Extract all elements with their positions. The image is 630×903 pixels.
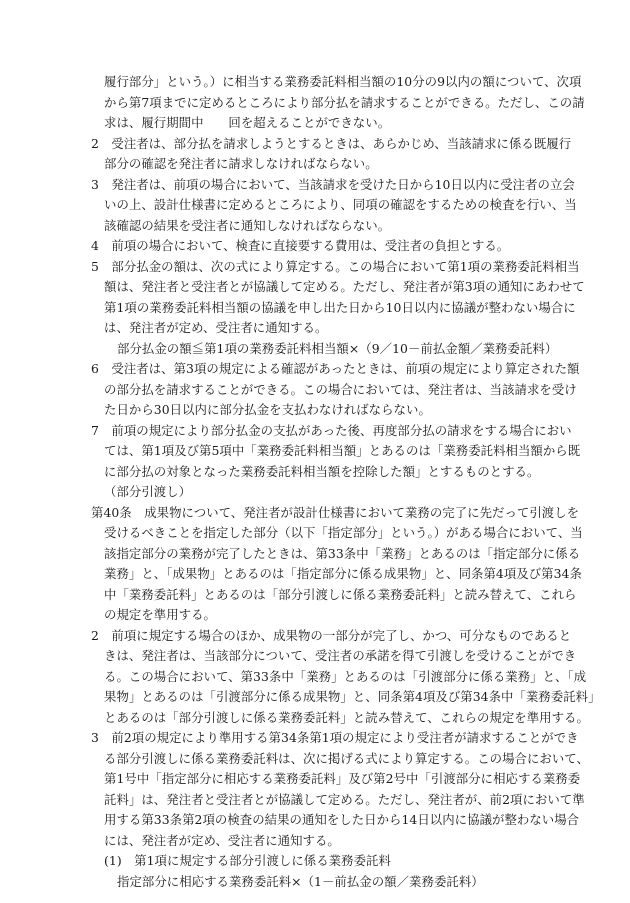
text-line: いの上、設計仕様書に定めるところにより、同項の確認をするための検査を行い、当 (104, 197, 577, 212)
text-line: 受けるべきことを指定した部分（以下「指定部分」という。）がある場合において、当 (104, 525, 583, 540)
text-line: 用する第33条第2項の検査の結果の通知をした日から14日以内に協議が整わない場合 (104, 812, 580, 827)
article-40-line: 第40条 成果物について、発注者が設計仕様書において業務の完了に先だって引渡しを (91, 505, 580, 520)
text-line: 部分の確認を発注者に請求しなければならない。 (104, 156, 378, 171)
text-line: に部分払の対象となった業務委託料相当額を控除した額」とするものとする。 (104, 464, 540, 479)
paragraph-2-line: 2 受注者は、部分払を請求しようとするときは、あらかじめ、当該請求に係る既履行 (91, 136, 572, 151)
paragraph-5-line: 5 部分払金の額は、次の式により算定する。この場合において第1項の業務委託料相当 (91, 259, 580, 274)
paragraph-7-line: 7 前項の規定により部分払金の支払があった後、再度部分払の請求をする場合におい (91, 423, 572, 438)
text-line: る。この場合において、第33条中「業務」とあるのは「引渡部分に係る業務」と、「成 (104, 669, 587, 684)
paragraph-6-line: 6 受注者は、第3項の規定による確認があったときは、前項の規定により算定された額 (91, 361, 580, 376)
text-line: た日から30日以内に部分払金を支払わなければならない。 (104, 402, 431, 417)
text-line: 果物」とあるのは「引渡部分に係る成果物」と、同条第4項及び第34条中「業務委託料」 (104, 689, 601, 704)
text-line: とあるのは「部分引渡しに係る業務委託料」と読み替えて、これらの規定を準用する。 (104, 710, 589, 725)
text-line: から第7項までに定めるところにより部分払を請求することができる。ただし、この請 (104, 95, 585, 110)
text-line: 第1項の業務委託料相当額の協議を申し出た日から10日以内に協議が整わない場合に (104, 300, 576, 315)
text-line: の部分払を請求することができる。この場合においては、発注者は、当該請求を受け (104, 382, 577, 397)
formula-line: 指定部分に相応する業務委託料×（1－前払金の額／業務委託料） (117, 874, 484, 889)
text-line: ては、第1項及び第5項中「業務委託料相当額」とあるのは「業務委託料相当額から既 (104, 443, 581, 458)
formula-line: 部分払金の額≦第1項の業務委託料相当額×（9／10－前払金額／業務委託料） (117, 341, 558, 356)
text-line: 該指定部分の業務が完了したときは、第33条中「業務」とあるのは「指定部分に係る (104, 546, 581, 561)
paragraph-4-line: 4 前項の場合において、検査に直接要する費用は、受注者の負担とする。 (91, 238, 510, 253)
item-1-heading: (1) 第1項に規定する部分引渡しに係る業務委託料 (104, 853, 391, 868)
paragraph-3-line: 3 前2項の規定により準用する第34条第1項の規定により受注者が請求することができ (91, 730, 579, 745)
text-line: る部分引渡しに係る業務委託料は、次に掲げる式により算定する。この場合において、 (104, 751, 589, 766)
text-line: 求は、履行期間中 回を超えることができない。 (104, 115, 391, 130)
paragraph-3-line: 3 発注者は、前項の場合において、当該請求を受けた日から10日以内に受注者の立会 (91, 177, 575, 192)
text-line: 第1号中「指定部分に相応する業務委託料」及び第2号中「引渡部分に相応する業務委 (104, 771, 581, 786)
text-line: 託料」は、発注者と受注者とが協議して定める。ただし、発注者が、前2項において準 (104, 792, 585, 807)
text-line: は、発注者が定め、受注者に通知する。 (104, 320, 328, 335)
paragraph-2-line: 2 前項に規定する場合のほか、成果物の一部分が完了し、かつ、可分なものであると (91, 628, 572, 643)
text-line: きは、発注者は、当該部分について、受注者の承諾を得て引渡しを受けることができ (104, 648, 577, 663)
text-line: 額は、発注者と受注者とが協議して定める。ただし、発注者が第3項の通知にあわせて (104, 279, 585, 294)
text-line: 該確認の結果を受注者に通知しなければならない。 (104, 218, 391, 233)
text-line: の規定を準用する。 (104, 607, 216, 622)
section-heading: （部分引渡し） (104, 484, 192, 499)
text-line: 中「業務委託料」とあるのは「部分引渡しに係る業務委託料」と読み替えて、これら (104, 587, 577, 602)
text-line: には、発注者が定め、受注者に通知する。 (104, 833, 340, 848)
text-line: 履行部分」という。）に相当する業務委託料相当額の10分の9以内の額について、次項 (104, 74, 582, 89)
text-line: 業務」と、「成果物」とあるのは「指定部分に係る成果物」と、同条第4項及び第34条 (104, 566, 582, 581)
